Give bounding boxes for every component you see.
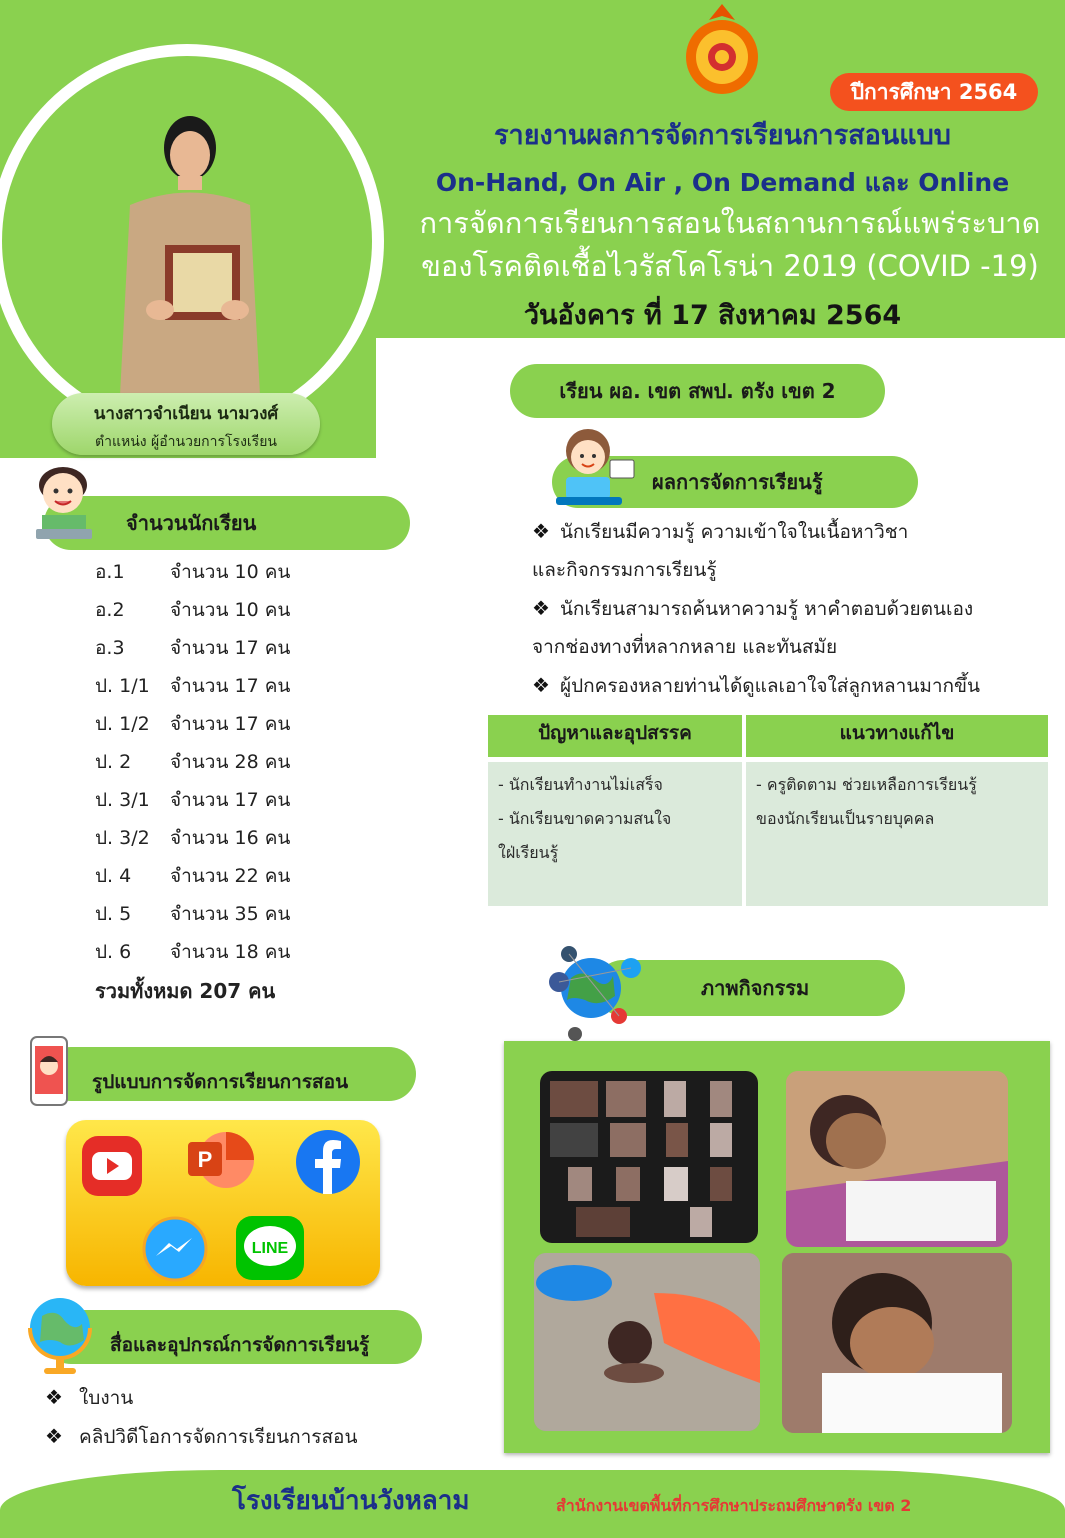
- result-item-1-cont: และกิจกรรมการเรียนรู้: [532, 559, 717, 581]
- diamond-bullet-icon: ❖: [45, 1424, 63, 1448]
- learning-results-list: [532, 512, 1042, 705]
- student-count: จำนวน 28 คน: [170, 751, 291, 773]
- social-network-globe-icon: [533, 940, 653, 1044]
- result-item-3: ❖ ผู้ปกครองหลายท่านได้ดูแลเอาใจใส่ลูกหลานมากขึ้น: [532, 673, 981, 697]
- teaching-format-heading: [44, 1047, 416, 1101]
- student-row: [95, 823, 395, 861]
- learning-results-label: ผลการจัดการเรียนรู้: [652, 470, 823, 494]
- diamond-bullet-icon: ❖: [532, 519, 550, 543]
- student-total: รวมทั้งหมด 207 คน: [95, 979, 276, 1003]
- student-row: [95, 937, 395, 975]
- media-equipment-heading: [44, 1310, 422, 1364]
- student-count: จำนวน 10 คน: [170, 599, 291, 621]
- principal-name-card: [52, 393, 320, 455]
- diamond-bullet-icon: ❖: [532, 596, 550, 620]
- boy-laptop-icon: [30, 463, 100, 543]
- report-subtitle-covid-2: ของโรคติดเชื้อไวรัสโคโรน่า 2019 (COVID -19): [421, 249, 1039, 283]
- student-count: จำนวน 17 คน: [170, 789, 291, 811]
- student-grade: ป. 4: [95, 865, 132, 887]
- student-row: [95, 785, 395, 823]
- student-row: [95, 747, 395, 785]
- child-outdoor-activity-photo: [534, 1253, 760, 1431]
- principal-position: ตำแหน่ง ผู้อำนวยการโรงเรียน: [95, 434, 277, 450]
- student-row: [95, 633, 395, 671]
- child-writing-illustration-1: [786, 1071, 1008, 1247]
- student-row: [95, 861, 395, 899]
- student-count: จำนวน 17 คน: [170, 675, 291, 697]
- child-writing-photo-2: [782, 1253, 1012, 1433]
- media-equipment-label: สื่อและอุปกรณ์การจัดการเรียนรู้: [110, 1334, 370, 1356]
- diamond-bullet-icon: ❖: [45, 1385, 63, 1409]
- student-count: จำนวน 10 คน: [170, 561, 291, 583]
- student-row: [95, 557, 395, 595]
- report-subtitle-covid-1: การจัดการเรียนการสอนในสถานการณ์แพร่ระบาด: [419, 206, 1041, 240]
- facebook-icon[interactable]: [294, 1128, 362, 1196]
- media-item-1: ❖ ใบงาน: [45, 1385, 134, 1409]
- solutions-cell: - ครูติดตาม ช่วยเหลือการเรียนรู้ ของนักเรียนเป็นรายบุคคล: [746, 762, 1048, 906]
- academic-year-badge: ปีการศึกษา 2564: [830, 73, 1038, 111]
- teaching-apps-panel: [66, 1120, 380, 1286]
- powerpoint-letter: P: [197, 1147, 213, 1172]
- globe-icon: [22, 1294, 98, 1376]
- school-emblem-icon: [683, 2, 761, 96]
- student-grade: อ.1: [95, 561, 125, 583]
- student-grade: ป. 1/2: [95, 713, 150, 735]
- student-grade: ป. 6: [95, 941, 132, 963]
- student-row: [95, 671, 395, 709]
- student-row: [95, 595, 395, 633]
- messenger-icon[interactable]: [142, 1216, 208, 1282]
- teacher-laptop-icon: [548, 425, 640, 511]
- student-count: จำนวน 22 คน: [170, 865, 291, 887]
- video-call-thumbnails: [540, 1071, 758, 1243]
- activity-photos-label: ภาพกิจกรรม: [701, 976, 810, 1000]
- student-grade: ป. 5: [95, 903, 132, 925]
- student-grade: ป. 3/1: [95, 789, 150, 811]
- powerpoint-icon[interactable]: [186, 1128, 254, 1194]
- media-item-2: ❖ คลิปวิดีโอการจัดการเรียนการสอน: [45, 1424, 358, 1448]
- student-grade: อ.3: [95, 637, 125, 659]
- student-row: [95, 709, 395, 747]
- student-grade: ป. 2: [95, 751, 132, 773]
- report-subtitle-modes: On-Hand, On Air , On Demand และ Online: [435, 168, 1010, 197]
- result-item-1: ❖ นักเรียนมีความรู้ ความเข้าใจในเนื้อหาวิชา: [532, 519, 909, 543]
- activity-photo-grid: [504, 1041, 1050, 1453]
- student-count: จำนวน 17 คน: [170, 637, 291, 659]
- child-outdoor-illustration: [534, 1253, 760, 1431]
- child-writing-illustration-2: [782, 1253, 1012, 1433]
- report-title: รายงานผลการจัดการเรียนการสอนแบบ: [494, 120, 951, 151]
- student-count-list: [95, 557, 395, 975]
- problems-table-body: [488, 762, 1048, 906]
- media-list: [45, 1378, 357, 1456]
- principal-name: นางสาวจำเนียน นามวงศ์: [93, 404, 279, 424]
- line-icon[interactable]: [234, 1214, 306, 1282]
- school-name: โรงเรียนบ้านวังหลาม: [232, 1486, 470, 1516]
- phone-icon: [28, 1034, 72, 1108]
- student-grade: ป. 1/1: [95, 675, 150, 697]
- education-office: สำนักงานเขตพื้นที่การศึกษาประถมศึกษาตรัง เขต 2: [556, 1496, 912, 1515]
- student-count: จำนวน 18 คน: [170, 941, 291, 963]
- student-count-label: จำนวนนักเรียน: [126, 511, 257, 535]
- problems-table-header: [488, 715, 1048, 757]
- problems-header: ปัญหาและอุปสรรค: [488, 715, 742, 760]
- result-item-2-cont: จากช่องทางที่หลากหลาย และทันสมัย: [532, 636, 838, 658]
- solutions-header: แนวทางแก้ไข: [746, 715, 1048, 760]
- report-date: วันอังคาร ที่ 17 สิงหาคม 2564: [523, 300, 902, 331]
- result-item-2: ❖ นักเรียนสามารถค้นหาความรู้ หาคำตอบด้วยตนเอง: [532, 596, 974, 620]
- student-grade: ป. 3/2: [95, 827, 150, 849]
- student-grade: อ.2: [95, 599, 125, 621]
- diamond-bullet-icon: ❖: [532, 673, 550, 697]
- student-row: [95, 899, 395, 937]
- video-call-photo: [540, 1071, 758, 1243]
- line-label: LINE: [251, 1240, 289, 1257]
- teaching-format-label: รูปแบบการจัดการเรียนการสอน: [92, 1071, 349, 1093]
- youtube-icon[interactable]: [80, 1134, 144, 1198]
- problems-cell: - นักเรียนทำงานไม่เสร็จ - นักเรียนขาดความสนใจ ใฝ่เรียนรู้: [488, 762, 742, 906]
- child-writing-photo-1: [786, 1071, 1008, 1247]
- report-recipient: เรียน ผอ. เขต สพป. ตรัง เขต 2: [510, 364, 885, 418]
- principal-photo: [110, 110, 270, 395]
- student-count: จำนวน 16 คน: [170, 827, 291, 849]
- student-count: จำนวน 17 คน: [170, 713, 291, 735]
- student-count: จำนวน 35 คน: [170, 903, 291, 925]
